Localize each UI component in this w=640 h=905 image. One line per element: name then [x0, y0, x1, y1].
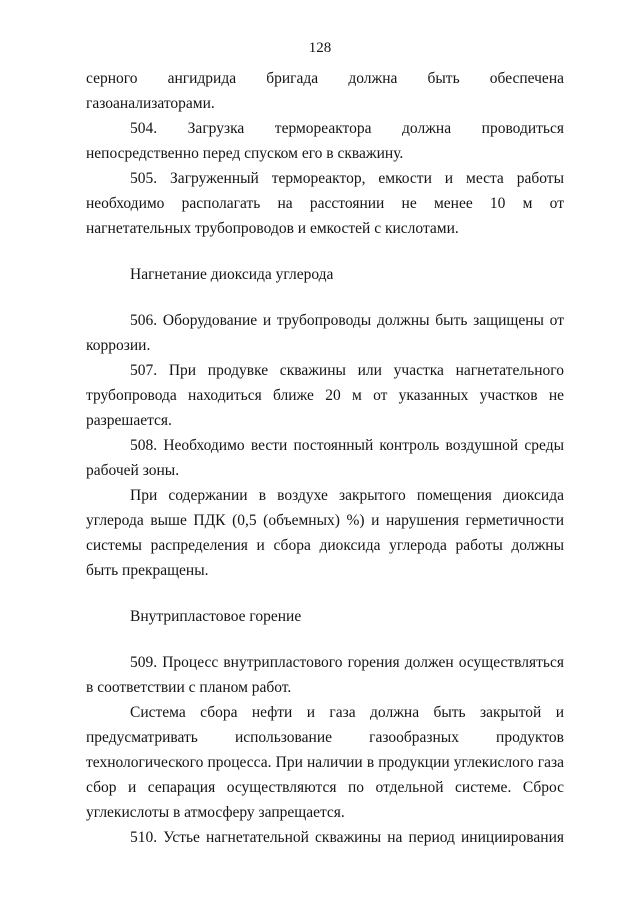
- section-heading-co2-injection: Нагнетание диоксида углерода: [130, 266, 334, 283]
- paragraph-510: 510. Устье нагнетательной скважины на период инициирования: [130, 829, 564, 846]
- paragraph-509: 509. Процесс внутрипластового горения должен осуществляться в соответствии с планом работ.: [86, 654, 564, 696]
- paragraph-505: 505. Загруженный термореактор, емкости и места работы необходимо располагать на расстоянии не менее 10 м от нагнетательных трубопроводов и емкостей с кислотами.: [86, 170, 564, 237]
- paragraph-508-continued: При содержании в воздухе закрытого помещения диоксида углерода выше ПДК (0,5 (объемных) %) и нарушения герметичности системы распределения и сбора диоксида углерода работы должны быть прекращены.: [86, 487, 564, 579]
- paragraph-509-system-line1: Система сбора нефти и газа должна быть закрытой и: [130, 704, 564, 721]
- page-number: 128: [308, 40, 332, 56]
- section-heading-in-situ-combustion: Внутрипластовое горение: [130, 608, 302, 625]
- paragraph-509-system-line2: предусматривать использование газообразных продуктов: [86, 729, 564, 746]
- paragraph-continuation: серного ангидрида бригада должна быть обеспечена газоанализаторами.: [86, 70, 564, 112]
- paragraph-506: 506. Оборудование и трубопроводы должны быть защищены от коррозии.: [86, 312, 564, 354]
- paragraph-509-system-rest: технологического процесса. При наличии в продукции углекислого газа сбор и сепарация осуществляются по отдельной системе. Сброс углекислоты в атмосферу запрещается.: [86, 754, 564, 821]
- paragraph-504-line2: непосредственно перед спуском его в скважину.: [86, 145, 404, 162]
- paragraph-504-line1: 504. Загрузка термореактора должна проводиться: [130, 120, 564, 137]
- paragraph-508: 508. Необходимо вести постоянный контроль воздушной среды рабочей зоны.: [86, 437, 564, 479]
- paragraph-507: 507. При продувке скважины или участка нагнетательного трубопровода находиться ближе 20 м от указанных участков не разрешается.: [86, 362, 564, 429]
- document-body: [86, 66, 564, 850]
